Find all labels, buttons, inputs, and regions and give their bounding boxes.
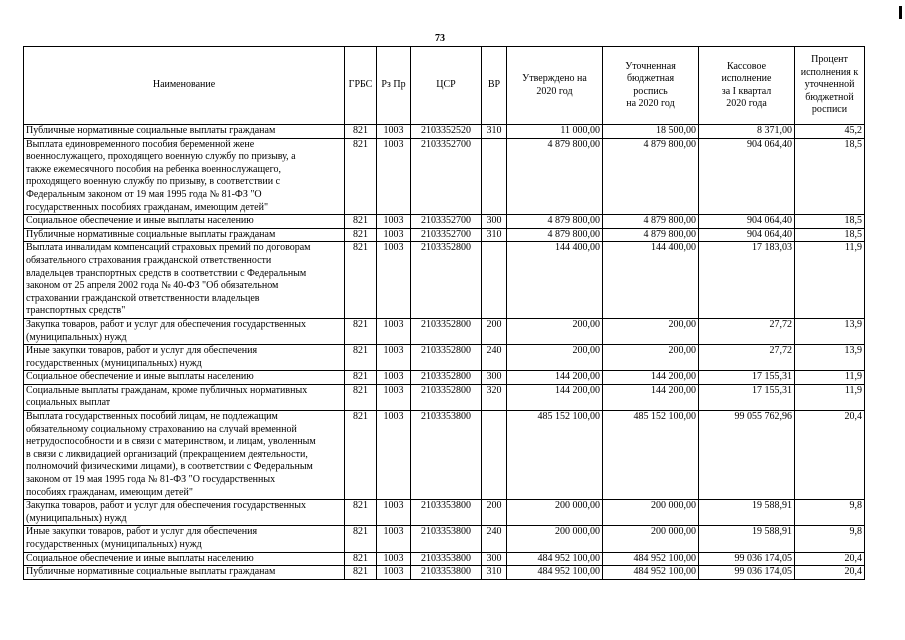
cell-percent: 20,4: [795, 411, 865, 500]
row-name-line: Выплата инвалидам компенсаций страховых премий по договорам: [26, 242, 311, 254]
cell-grbs: 821: [345, 526, 377, 552]
cell-approved: 144 400,00: [507, 242, 603, 319]
cell-vr: 320: [482, 384, 507, 410]
cell-cash: 8 371,00: [699, 125, 795, 139]
row-name: [24, 242, 345, 319]
row-name-line: Закупка товаров, работ и услуг для обеспечения государственных: [26, 500, 307, 512]
row-name-line: государственных (муниципальных) нужд: [26, 539, 202, 550]
row-name-line: государственных пособиях гражданам, имеющим детей": [26, 201, 269, 213]
row-name-line: (муниципальных) нужд: [26, 331, 127, 343]
cell-cash: 904 064,40: [699, 228, 795, 242]
cell-cash: 17 183,03: [699, 242, 795, 319]
row-name: [24, 138, 345, 215]
cell-vr: 200: [482, 500, 507, 526]
table-row: [24, 318, 865, 344]
cell-csr: 2103352700: [411, 228, 482, 242]
cell-grbs: 821: [345, 125, 377, 139]
header-refined: Уточненная бюджетная роспись на 2020 год: [603, 47, 699, 125]
row-name-line: Федеральным законом от 19 мая 1995 года № 81-ФЗ "О: [26, 188, 262, 200]
row-name-line: пособиях гражданам, имеющим детей": [26, 486, 193, 498]
cell-approved: 200 000,00: [507, 526, 603, 552]
cell-refined: 18 500,00: [603, 125, 699, 139]
row-name-line: Закупка товаров, работ и услуг для обеспечения государственных: [26, 318, 307, 330]
header-cash: Кассовое исполнение за I квартал 2020 года: [699, 47, 795, 125]
row-name-line: законом от 19 мая 1995 года № 81-ФЗ "О государственных: [26, 474, 276, 486]
cell-csr: 2103353800: [411, 526, 482, 552]
row-name-line: Публичные нормативные социальные выплаты гражданам: [26, 228, 276, 240]
table-row: [24, 500, 865, 526]
row-name-line: Социальные выплаты гражданам, кроме публичных нормативных: [26, 384, 308, 396]
cell-refined: 484 952 100,00: [603, 566, 699, 580]
cell-csr: 2103353800: [411, 500, 482, 526]
row-name-line: социальных выплат: [26, 397, 111, 409]
cell-csr: 2103352800: [411, 384, 482, 410]
cell-rzpr: 1003: [377, 526, 411, 552]
cell-refined: 4 879 800,00: [603, 138, 699, 215]
cell-csr: 2103353800: [411, 411, 482, 500]
cell-refined: 485 152 100,00: [603, 411, 699, 500]
cell-refined: 200,00: [603, 318, 699, 344]
row-name: [24, 411, 345, 500]
cell-grbs: 821: [345, 228, 377, 242]
cell-rzpr: 1003: [377, 242, 411, 319]
cell-rzpr: 1003: [377, 215, 411, 229]
cell-percent: 45,2: [795, 125, 865, 139]
row-name-line: военнослужащего, проходящего военную службу по призыву, а: [26, 151, 296, 163]
table-row: [24, 345, 865, 371]
cell-cash: 99 036 174,05: [699, 566, 795, 580]
page-number: 73: [435, 33, 445, 44]
cell-percent: 18,5: [795, 215, 865, 229]
cell-rzpr: 1003: [377, 566, 411, 580]
cell-refined: 200,00: [603, 345, 699, 371]
row-name: [24, 371, 345, 385]
cell-percent: 9,8: [795, 526, 865, 552]
cell-rzpr: 1003: [377, 371, 411, 385]
cell-grbs: 821: [345, 138, 377, 215]
row-name-line: Выплата государственных пособий лицам, не подлежащим: [26, 411, 278, 423]
cell-approved: 4 879 800,00: [507, 228, 603, 242]
cell-grbs: 821: [345, 384, 377, 410]
cell-csr: 2103353800: [411, 566, 482, 580]
table-row: [24, 411, 865, 500]
cell-grbs: 821: [345, 318, 377, 344]
cell-grbs: 821: [345, 500, 377, 526]
cell-refined: 144 200,00: [603, 384, 699, 410]
table-row: [24, 242, 865, 319]
cell-vr: 300: [482, 215, 507, 229]
scan-edge-mark: [899, 6, 902, 19]
table-row: [24, 552, 865, 566]
cell-percent: 9,8: [795, 500, 865, 526]
row-name-line: Иные закупки товаров, работ и услуг для обеспечения: [26, 345, 258, 357]
header-rzpr: Рз Пр: [377, 47, 411, 125]
cell-approved: 144 200,00: [507, 384, 603, 410]
row-name-line: обязательному социальному страхованию на случай временной: [26, 423, 297, 435]
row-name-line: Социальное обеспечение и иные выплаты населению: [26, 215, 254, 227]
row-name: [24, 384, 345, 410]
cell-percent: 20,4: [795, 566, 865, 580]
row-name-line: Социальное обеспечение и иные выплаты населению: [26, 552, 254, 564]
table-row: [24, 566, 865, 580]
cell-cash: 17 155,31: [699, 384, 795, 410]
cell-vr: 310: [482, 566, 507, 580]
cell-percent: 18,5: [795, 138, 865, 215]
cell-cash: 99 055 762,96: [699, 411, 795, 500]
cell-rzpr: 1003: [377, 500, 411, 526]
cell-csr: 2103352800: [411, 318, 482, 344]
cell-rzpr: 1003: [377, 411, 411, 500]
cell-vr: 240: [482, 526, 507, 552]
cell-vr: 300: [482, 552, 507, 566]
table-row: [24, 215, 865, 229]
table-row: [24, 384, 865, 410]
row-name: [24, 345, 345, 371]
cell-refined: 4 879 800,00: [603, 215, 699, 229]
table-row: [24, 526, 865, 552]
cell-approved: 11 000,00: [507, 125, 603, 139]
cell-approved: 200 000,00: [507, 500, 603, 526]
cell-refined: 484 952 100,00: [603, 552, 699, 566]
cell-rzpr: 1003: [377, 228, 411, 242]
row-name-line: транспортных средств": [26, 305, 126, 317]
header-csr: ЦСР: [411, 47, 482, 125]
cell-vr: [482, 242, 507, 319]
cell-rzpr: 1003: [377, 138, 411, 215]
row-name: [24, 215, 345, 229]
row-name: [24, 125, 345, 139]
cell-percent: 11,9: [795, 242, 865, 319]
table-row: [24, 138, 865, 215]
cell-grbs: 821: [345, 411, 377, 500]
header-grbs: ГРБС: [345, 47, 377, 125]
table-row: [24, 125, 865, 139]
cell-vr: 310: [482, 228, 507, 242]
cell-rzpr: 1003: [377, 552, 411, 566]
budget-table: [23, 46, 865, 580]
table-row: [24, 371, 865, 385]
cell-cash: 27,72: [699, 345, 795, 371]
table-header-row: [24, 47, 865, 125]
row-name: [24, 318, 345, 344]
cell-cash: 19 588,91: [699, 500, 795, 526]
cell-csr: 2103352700: [411, 215, 482, 229]
header-percent: Процент исполнения к уточненной бюджетной росписи: [795, 47, 865, 125]
row-name-line: проходящего военную службу по призыву, в соответствии с: [26, 176, 281, 188]
cell-csr: 2103352800: [411, 345, 482, 371]
cell-percent: 11,9: [795, 371, 865, 385]
cell-vr: 310: [482, 125, 507, 139]
cell-percent: 18,5: [795, 228, 865, 242]
cell-approved: 484 952 100,00: [507, 566, 603, 580]
cell-grbs: 821: [345, 215, 377, 229]
cell-approved: 4 879 800,00: [507, 215, 603, 229]
cell-rzpr: 1003: [377, 384, 411, 410]
row-name-line: Выплата единовременного пособия беременной жене: [26, 138, 255, 150]
cell-grbs: 821: [345, 552, 377, 566]
cell-csr: 2103352700: [411, 138, 482, 215]
cell-approved: 4 879 800,00: [507, 138, 603, 215]
cell-refined: 4 879 800,00: [603, 228, 699, 242]
row-name-line: (муниципальных) нужд: [26, 512, 127, 524]
cell-cash: 27,72: [699, 318, 795, 344]
cell-refined: 200 000,00: [603, 500, 699, 526]
cell-csr: 2103352800: [411, 242, 482, 319]
cell-approved: 484 952 100,00: [507, 552, 603, 566]
cell-approved: 485 152 100,00: [507, 411, 603, 500]
cell-cash: 99 036 174,05: [699, 552, 795, 566]
header-approved: Утверждено на 2020 год: [507, 47, 603, 125]
row-name-line: страховании гражданской ответственности владельцев: [26, 292, 260, 304]
cell-percent: 13,9: [795, 318, 865, 344]
row-name-line: Социальное обеспечение и иные выплаты населению: [26, 371, 254, 383]
cell-vr: [482, 411, 507, 500]
cell-grbs: 821: [345, 566, 377, 580]
row-name: [24, 228, 345, 242]
header-name: Наименование: [24, 47, 345, 125]
row-name-line: государственных (муниципальных) нужд: [26, 357, 202, 369]
cell-cash: 904 064,40: [699, 215, 795, 229]
cell-grbs: 821: [345, 242, 377, 319]
cell-csr: 2103352800: [411, 371, 482, 385]
cell-refined: 144 200,00: [603, 371, 699, 385]
header-vr: ВР: [482, 47, 507, 125]
cell-cash: 904 064,40: [699, 138, 795, 215]
cell-refined: 200 000,00: [603, 526, 699, 552]
row-name-line: обязательного страхования гражданской ответственности: [26, 254, 272, 266]
cell-grbs: 821: [345, 345, 377, 371]
row-name-line: в связи с ликвидацией организаций (прекращением деятельности,: [26, 448, 308, 460]
cell-vr: [482, 138, 507, 215]
cell-grbs: 821: [345, 371, 377, 385]
row-name-line: Публичные нормативные социальные выплаты гражданам: [26, 566, 276, 578]
row-name-line: также ежемесячного пособия на ребенка военнослужащего,: [26, 163, 281, 175]
cell-approved: 200,00: [507, 318, 603, 344]
cell-cash: 17 155,31: [699, 371, 795, 385]
cell-approved: 200,00: [507, 345, 603, 371]
row-name-line: Иные закупки товаров, работ и услуг для обеспечения: [26, 526, 258, 538]
cell-percent: 20,4: [795, 552, 865, 566]
row-name-line: Публичные нормативные социальные выплаты гражданам: [26, 125, 276, 136]
cell-cash: 19 588,91: [699, 526, 795, 552]
cell-rzpr: 1003: [377, 125, 411, 139]
table-row: [24, 228, 865, 242]
table-body: [24, 125, 865, 580]
cell-vr: 200: [482, 318, 507, 344]
row-name-line: владельцев транспортных средств в соответствии с Федеральным: [26, 267, 307, 279]
row-name-line: нетрудоспособности и в связи с материнством, и лицам, уволенным: [26, 436, 316, 448]
row-name: [24, 500, 345, 526]
cell-percent: 11,9: [795, 384, 865, 410]
cell-vr: 240: [482, 345, 507, 371]
cell-vr: 300: [482, 371, 507, 385]
cell-rzpr: 1003: [377, 345, 411, 371]
cell-csr: 2103353800: [411, 552, 482, 566]
cell-rzpr: 1003: [377, 318, 411, 344]
row-name: [24, 566, 345, 580]
cell-refined: 144 400,00: [603, 242, 699, 319]
row-name: [24, 552, 345, 566]
row-name-line: полномочий физическими лицами), в соответствии с Федеральным: [26, 461, 313, 473]
cell-percent: 13,9: [795, 345, 865, 371]
row-name: [24, 526, 345, 552]
row-name-line: законом от 25 апреля 2002 года № 40-ФЗ "Об обязательном: [26, 280, 279, 292]
cell-approved: 144 200,00: [507, 371, 603, 385]
cell-csr: 2103352520: [411, 125, 482, 139]
